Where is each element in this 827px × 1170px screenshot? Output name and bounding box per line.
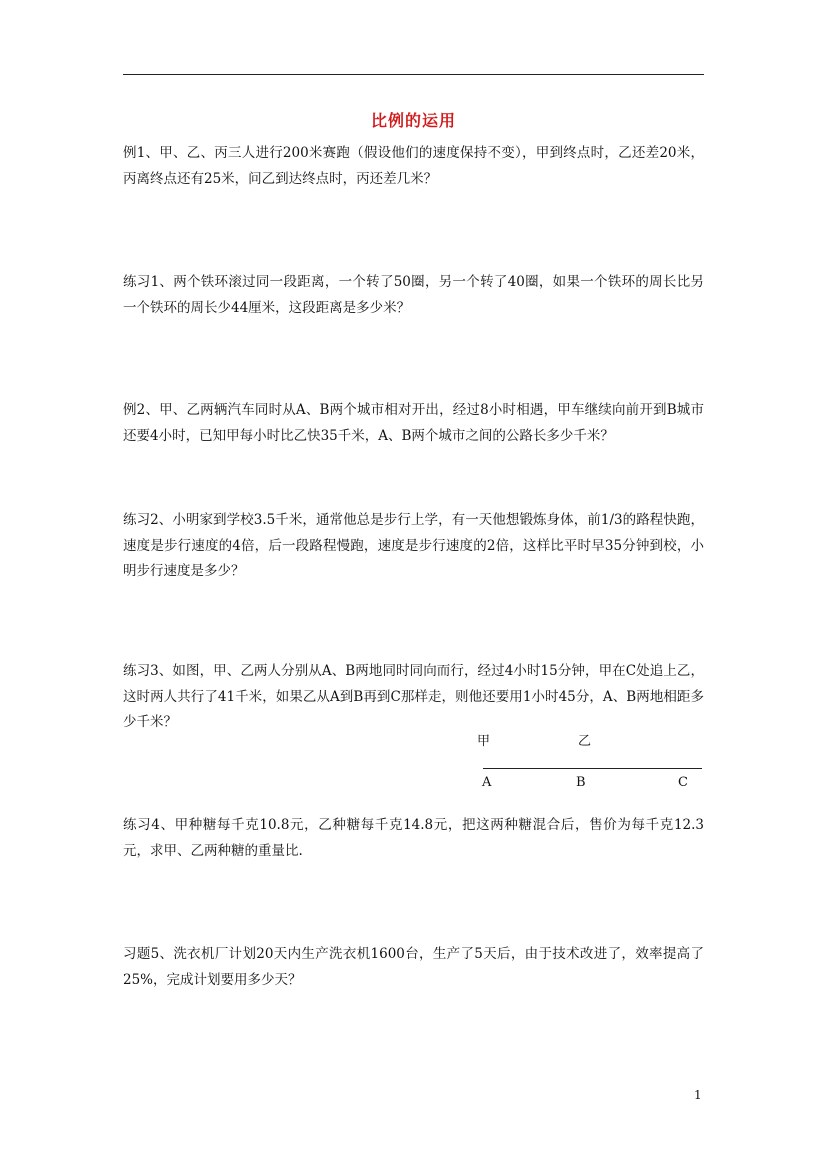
problem-exercise-5: 习题5、洗衣机厂计划20天内生产洗衣机1600台，生产了5天后，由于技术改进了，效率提高了25%，完成计划要用多少天？ bbox=[123, 946, 704, 988]
problem-example-1: 例1、甲、乙、丙三人进行200米赛跑（假设他们的速度保持不变），甲到终点时，乙还差20米，丙离终点还有25米，问乙到达终点时，丙还差几米？ bbox=[123, 145, 704, 187]
page-title: 比例的运用 bbox=[370, 111, 456, 130]
route-diagram bbox=[470, 728, 710, 798]
point-c-label: C bbox=[678, 775, 688, 790]
problem-example-2: 例2、甲、乙两辆汽车同时从A、B两个城市相对开出，经过8小时相遇，甲车继续向前开到B城市还要4小时，已知甲每小时比乙快35千米，A、B两个城市之间的公路长多少千米？ bbox=[123, 402, 704, 444]
problem-exercise-3: 练习3、如图，甲、乙两人分别从A、B两地同时同向而行，经过4小时15分钟，甲在C处追上乙，这时两人共行了41千米，如果乙从A到B再到C那样走，则他还要用1小时45分，A、B两地相距多少千米？ bbox=[123, 663, 704, 730]
problem-exercise-2: 练习2、小明家到学校3.5千米，通常他总是步行上学，有一天他想锻炼身体，前1/3的路程快跑，速度是步行速度的4倍，后一段路程慢跑，速度是步行速度的2倍，这样比平时早35分钟到校，小明步行速度是多少？ bbox=[123, 512, 704, 579]
header-rule bbox=[123, 74, 704, 75]
problem-exercise-1: 练习1、两个铁环滚过同一段距离，一个转了50圈，另一个转了40圈，如果一个铁环的周长比另一个铁环的周长少44厘米，这段距离是多少米？ bbox=[123, 274, 704, 316]
person-b-label: 乙 bbox=[578, 734, 592, 749]
page-number: 1 bbox=[694, 1088, 702, 1102]
problem-exercise-4: 练习4、甲种糖每千克10.8元，乙种糖每千克14.8元，把这两种糖混合后，售价为每千克12.3元，求甲、乙两种糖的重量比. bbox=[123, 817, 704, 859]
point-b-label: B bbox=[576, 775, 586, 790]
route-line bbox=[483, 768, 702, 769]
person-a-label: 甲 bbox=[477, 734, 491, 749]
point-a-label: A bbox=[482, 775, 492, 790]
